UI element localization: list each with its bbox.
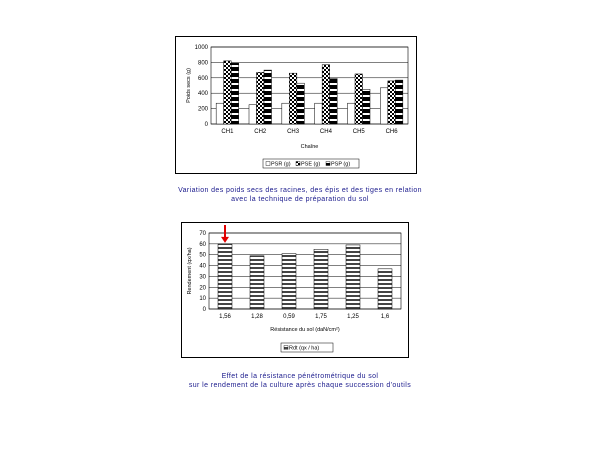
chart1-bar	[224, 61, 232, 124]
chart1-xtick-label: CH5	[352, 129, 365, 135]
chart2-ytick-label: 40	[199, 263, 206, 270]
chart1-bar	[282, 103, 290, 124]
chart1-ytick-label: 200	[197, 106, 208, 113]
chart1-bar	[315, 103, 323, 124]
chart1-legend-label: PSE (g)	[301, 161, 321, 168]
chart1-bar	[231, 63, 239, 124]
chart2-caption-line1: Effet de la résistance pénétrométrique du sol	[221, 373, 379, 380]
chart1-xtick-label: CH1	[221, 129, 234, 135]
chart2-ytick-label: 60	[199, 241, 206, 248]
chart2-caption-line2: sur le rendement de la culture après chaque succession d'outils	[188, 382, 412, 389]
chart1-xlabel: Chaîne	[300, 144, 319, 150]
chart1-ytick-label: 0	[204, 122, 208, 128]
chart2-xlabel: Résistance du sol (daN/cm²)	[270, 327, 340, 333]
chart1-ytick-label: 800	[197, 60, 208, 67]
chart1-legend	[263, 159, 359, 168]
chart1-bar	[257, 72, 265, 124]
chart2-caption	[150, 372, 450, 390]
chart1-bar	[363, 89, 371, 124]
chart1-frame	[175, 36, 417, 174]
chart2-ytick-label: 20	[199, 285, 206, 292]
chart1-bar	[330, 79, 338, 124]
chart1-ytick-label: 400	[197, 91, 208, 98]
chart1-xtick-label: CH2	[254, 129, 267, 135]
chart2-plot-area	[209, 233, 401, 309]
chart1-plot-area	[211, 47, 408, 124]
chart2-bar	[346, 245, 360, 309]
chart1-legend-label: PSP (g)	[331, 161, 351, 168]
chart2-frame	[181, 222, 409, 358]
chart1-legend-swatch	[266, 162, 270, 166]
chart1-legend-swatch	[296, 162, 300, 166]
chart1-bar	[289, 73, 297, 124]
chart1-legend-label: PSR (g)	[271, 161, 291, 168]
chart1-bar	[380, 88, 388, 124]
chart2-xtick-label: 1,75	[315, 314, 327, 320]
chart2-bar	[378, 269, 392, 309]
chart1-ytick-label: 600	[197, 75, 208, 82]
chart2-ylabel: Rendement (qx/ha)	[187, 247, 193, 295]
chart2-xtick-label: 0,59	[283, 314, 295, 320]
chart1-xtick-label: CH4	[319, 129, 332, 135]
chart1-bar	[355, 74, 363, 124]
chart1-bar	[395, 80, 403, 124]
chart1-ytick-label: 1000	[194, 45, 208, 51]
chart1-bar	[264, 70, 272, 124]
chart2-ytick-label: 30	[199, 274, 206, 281]
chart1-caption-line2: avec la technique de préparation du sol	[231, 196, 369, 203]
chart1-xtick-label: CH6	[385, 129, 398, 135]
chart2-xtick-label: 1,6	[380, 314, 390, 320]
chart1-bar	[249, 105, 257, 124]
chart2-xtick-label: 1,56	[219, 314, 231, 320]
chart1-bar	[216, 103, 224, 124]
chart2-bar	[314, 249, 328, 309]
chart1-bar	[348, 103, 356, 124]
chart1-caption	[140, 186, 460, 204]
chart2-bar	[250, 256, 264, 309]
chart2-ytick-label: 0	[202, 307, 206, 313]
chart2-legend	[281, 343, 333, 352]
chart2-legend-swatch	[284, 346, 288, 350]
chart1-bar	[297, 83, 305, 124]
chart2-bar	[282, 254, 296, 309]
chart1-bar	[388, 81, 396, 124]
chart1-plot	[176, 37, 416, 173]
chart2-xtick-label: 1,28	[251, 314, 263, 320]
chart2-bar	[218, 244, 232, 309]
chart1-caption-line1: Variation des poids secs des racines, des épis et des tiges en relation	[178, 187, 422, 194]
chart1-legend-swatch	[326, 162, 330, 166]
chart2-xtick-label: 1,25	[347, 314, 359, 320]
chart1-ylabel: Poids secs (g)	[186, 68, 192, 103]
chart1-bar	[322, 65, 330, 124]
chart2-ytick-label: 50	[199, 252, 206, 259]
chart1-xtick-label: CH3	[287, 129, 300, 135]
chart2-legend-label: Rdt (qx / ha)	[289, 345, 320, 352]
chart2-ytick-label: 70	[199, 231, 206, 237]
chart2-plot	[182, 223, 408, 357]
chart2-ytick-label: 10	[199, 296, 206, 303]
